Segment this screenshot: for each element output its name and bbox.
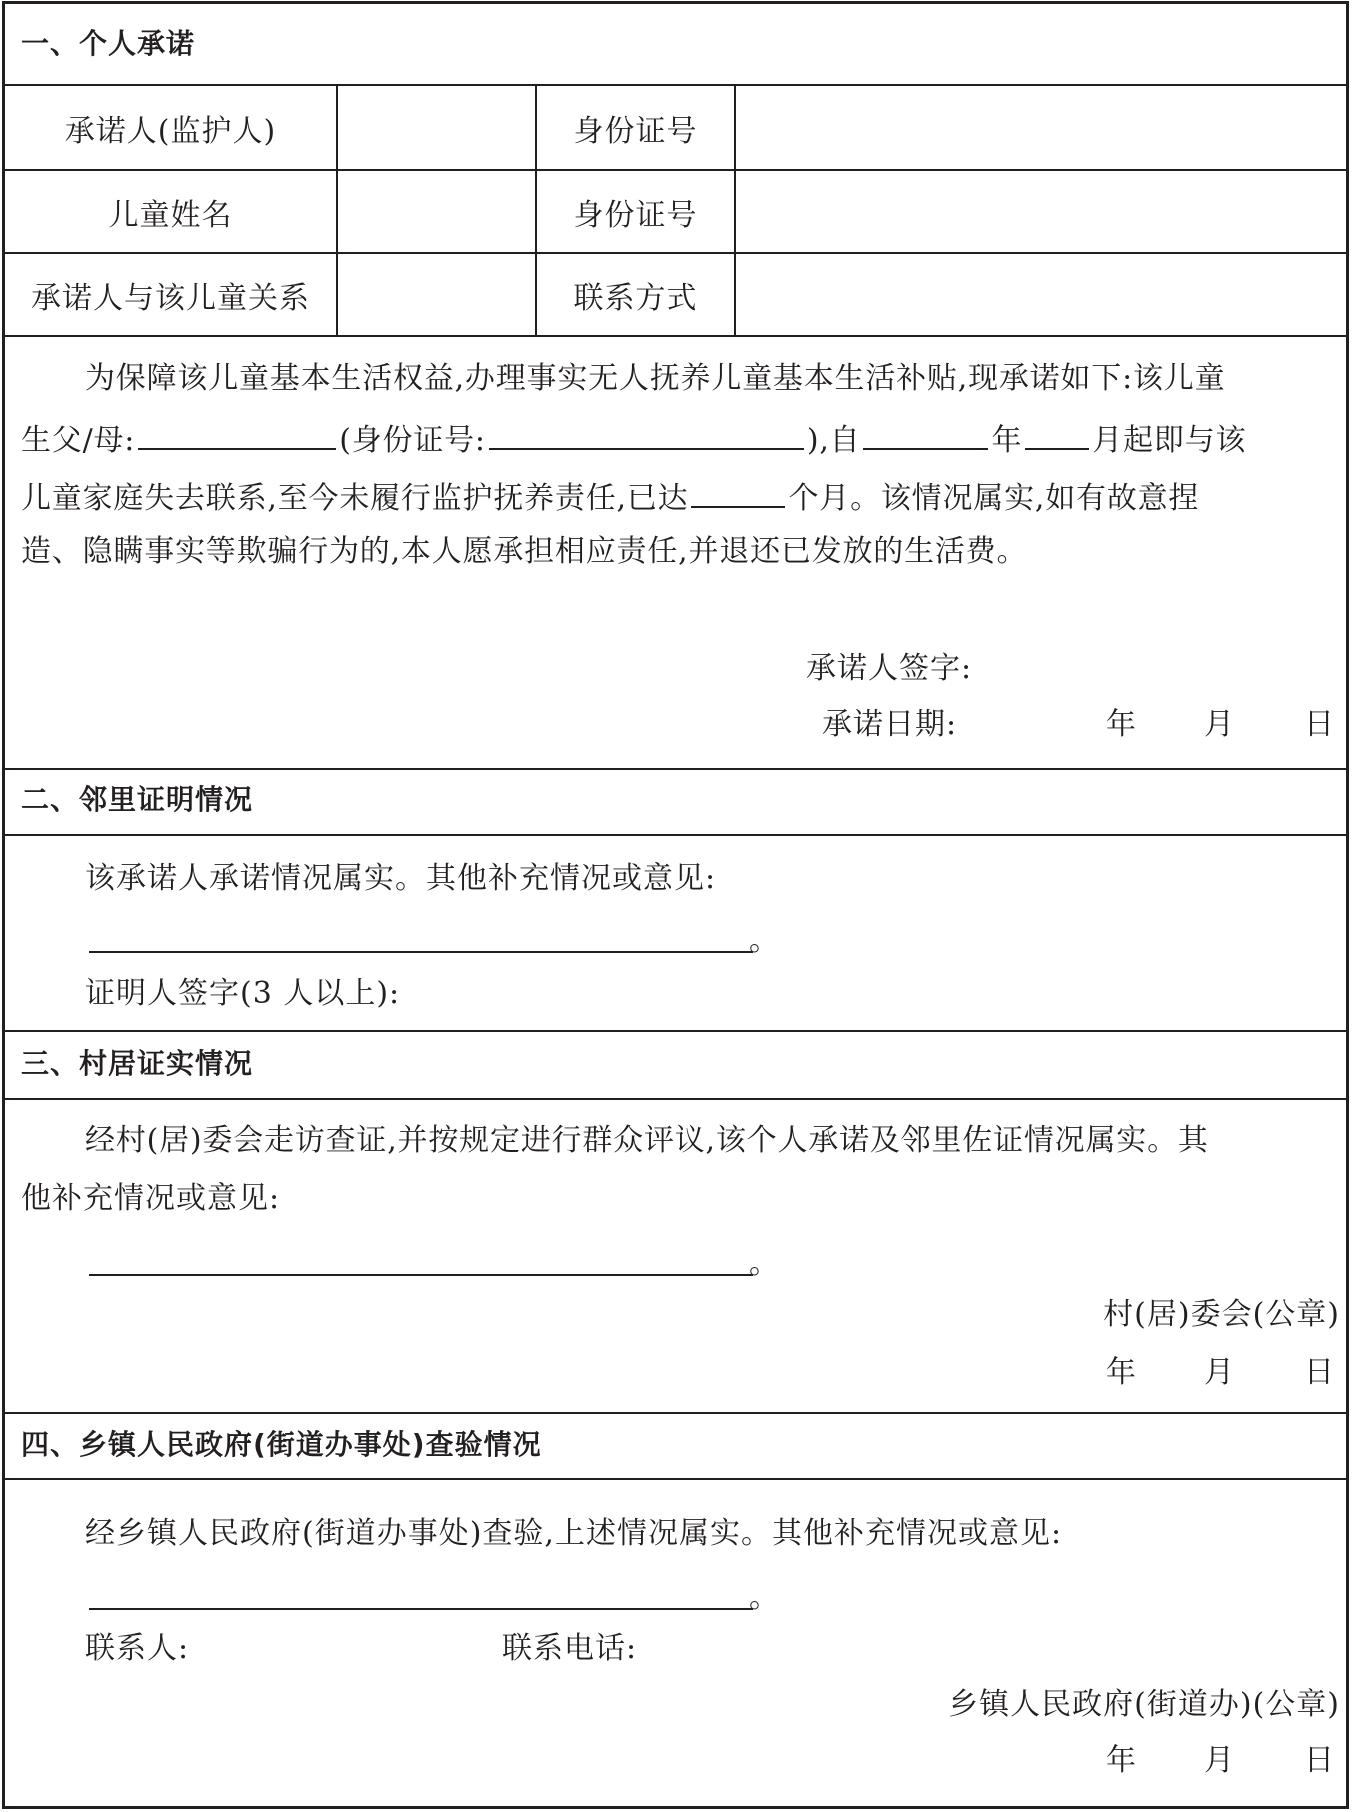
village-date-year: 年 xyxy=(1106,1355,1137,1390)
commitment-line-4: 造、隐瞒事实等欺骗行为的,本人愿承担相应责任,并退还已发放的生活费。 xyxy=(21,534,1028,569)
town-opinion-blank[interactable] xyxy=(89,1608,753,1610)
town-seal-label: 乡镇人民政府(街道办)(公章) xyxy=(948,1687,1340,1722)
town-period: 。 xyxy=(749,1580,780,1615)
commitment-line-3 xyxy=(21,480,1199,514)
contact-phone-label: 联系电话: xyxy=(502,1631,638,1666)
lost-contact-text: 儿童家庭失去联系,至今未履行监护抚养责任,已达 xyxy=(21,481,689,516)
promisor-id-field[interactable] xyxy=(736,86,1346,169)
date-year: 年 xyxy=(1106,707,1137,742)
since-label: ),自 xyxy=(806,423,861,458)
section2-title: 二、邻里证明情况 xyxy=(21,783,254,816)
divider xyxy=(5,335,1346,337)
relationship-label: 承诺人与该儿童关系 xyxy=(31,280,310,316)
town-date-month: 月 xyxy=(1204,1743,1235,1778)
divider xyxy=(5,1098,1346,1100)
village-statement-line-1: 经村(居)委会走访查证,并按规定进行群众评议,该个人承诺及邻里佐证情况属实。其 xyxy=(85,1123,1209,1158)
date-month: 月 xyxy=(1204,707,1235,742)
child-name-field[interactable] xyxy=(338,171,535,252)
date-day: 日 xyxy=(1304,707,1335,742)
village-date-day: 日 xyxy=(1304,1355,1335,1390)
contact-person-label: 联系人: xyxy=(85,1631,190,1666)
child-name-label: 儿童姓名 xyxy=(108,197,233,233)
promisor-id-label: 身份证号 xyxy=(573,113,698,149)
town-date-year: 年 xyxy=(1106,1743,1137,1778)
section4-title: 四、乡镇人民政府(街道办事处)查验情况 xyxy=(21,1428,542,1461)
neighbor-period: 。 xyxy=(749,923,780,958)
since-month-blank[interactable] xyxy=(1025,422,1089,450)
promisor-signature-label: 承诺人签字: xyxy=(806,651,973,686)
divider xyxy=(5,834,1346,836)
divider xyxy=(5,1478,1346,1480)
village-seal-label: 村(居)委会(公章) xyxy=(1103,1297,1340,1332)
divider xyxy=(5,1412,1346,1414)
village-date-month: 月 xyxy=(1204,1355,1235,1390)
months-text: 个月。该情况属实,如有故意捏 xyxy=(788,481,1200,516)
section1-title: 一、个人承诺 xyxy=(21,27,196,60)
since-year-blank[interactable] xyxy=(863,422,988,450)
town-date-day: 日 xyxy=(1304,1743,1335,1778)
promisor-field[interactable] xyxy=(338,86,535,169)
divider xyxy=(5,1030,1346,1032)
parent-name-blank[interactable] xyxy=(138,422,336,450)
child-id-label: 身份证号 xyxy=(573,197,698,233)
commitment-date-label: 承诺日期: xyxy=(822,707,958,742)
year-label: 年 xyxy=(991,423,1023,458)
parent-id-blank[interactable] xyxy=(489,422,804,450)
witness-signature-label: 证明人签字(3 人以上): xyxy=(85,976,401,1011)
promisor-label: 承诺人(监护人) xyxy=(64,113,277,149)
child-id-field[interactable] xyxy=(736,171,1346,252)
contact-label: 联系方式 xyxy=(573,280,698,316)
id-label: (身份证号: xyxy=(339,423,486,458)
contact-field[interactable] xyxy=(736,254,1346,335)
relationship-field[interactable] xyxy=(338,254,535,335)
parent-label: 生父/母: xyxy=(21,423,136,458)
village-opinion-blank[interactable] xyxy=(89,1274,753,1276)
month-label: 月起即与该 xyxy=(1092,423,1247,458)
town-statement: 经乡镇人民政府(街道办事处)查验,上述情况属实。其他补充情况或意见: xyxy=(85,1516,1063,1551)
months-blank[interactable] xyxy=(691,480,785,508)
section3-title: 三、村居证实情况 xyxy=(21,1047,254,1080)
commitment-line-1: 为保障该儿童基本生活权益,办理事实无人抚养儿童基本生活补贴,现承诺如下:该儿童 xyxy=(85,361,1226,396)
commitment-form xyxy=(2,1,1349,1809)
divider xyxy=(5,768,1346,770)
village-statement-line-2: 他补充情况或意见: xyxy=(21,1181,281,1216)
neighbor-opinion-blank[interactable] xyxy=(89,951,753,953)
neighbor-statement: 该承诺人承诺情况属实。其他补充情况或意见: xyxy=(85,861,717,896)
village-period: 。 xyxy=(749,1246,780,1281)
commitment-line-2 xyxy=(21,422,1246,456)
